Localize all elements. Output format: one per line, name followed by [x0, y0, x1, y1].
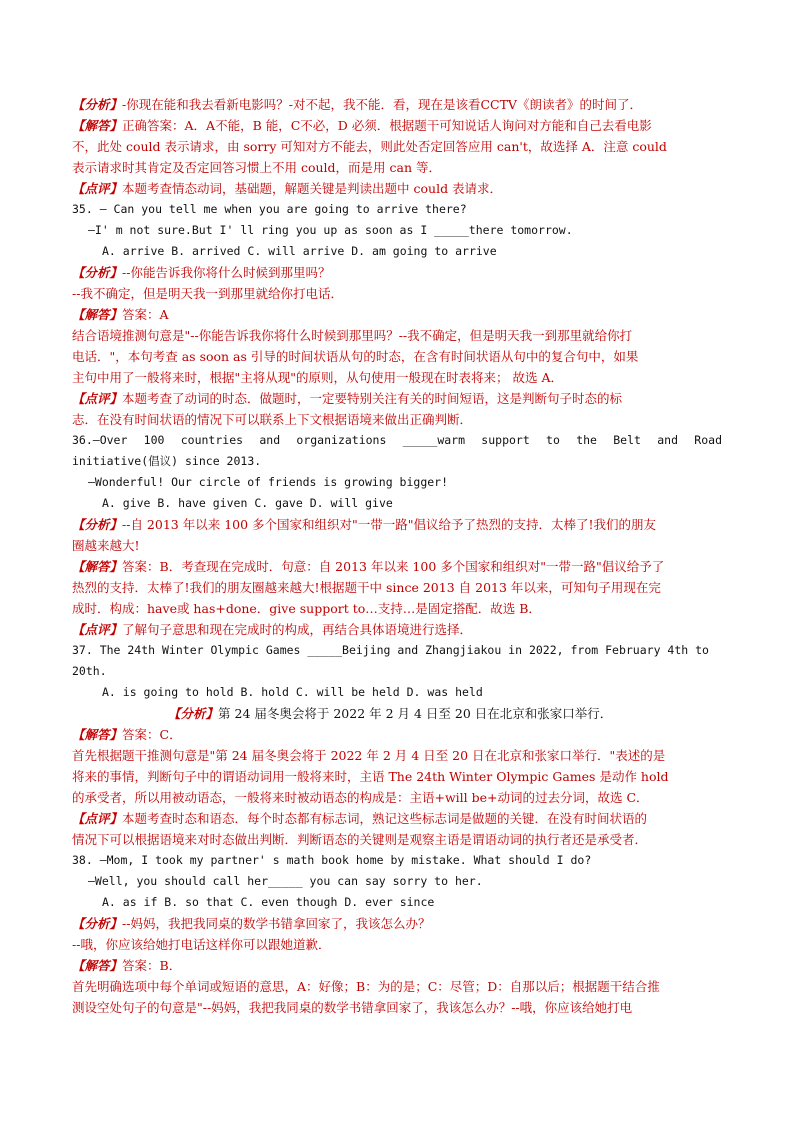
text-line: [72, 934, 722, 955]
text-line: [72, 472, 722, 493]
line-text: A. give B. have given C. gave D. will give: [102, 496, 393, 510]
line-text: 主句中用了一般将来时，根据"主将从现"的原则，从句使用一般现在时表将来； 故选 A．: [72, 370, 563, 385]
line-text: —I' m not sure.But I' ll ring you up as soon as I _____there tomorrow.: [88, 223, 573, 237]
line-text: --哦，你应该给她打电话这样你可以跟她道歉．: [72, 937, 331, 952]
text-line: [72, 619, 722, 640]
line-text: 20th.: [72, 664, 107, 678]
line-text: -你现在能和我去看新电影吗？-对不起，我不能．看，现在是该看CCTV《朗读者》的时间了．: [122, 97, 642, 112]
line-text: 不，此处 could 表示请求，由 sorry 可知对方不能去，则此处否定回答应用 can't，故选择 A．注意 could: [72, 139, 667, 154]
text-line: [72, 325, 722, 346]
section-tag: 【解答】: [72, 958, 123, 973]
line-text: 答案：A: [122, 307, 169, 322]
text-line: [72, 178, 722, 199]
line-text: 答案：C．: [122, 727, 182, 742]
line-text: 首先明确选项中每个单词或短语的意思，A：好像；B：为的是；C：尽管；D：自那以后；根据题干结合推: [72, 979, 660, 994]
section-tag: 【点评】: [72, 811, 123, 826]
text-line: [72, 535, 722, 556]
line-text: A. is going to hold B. hold C. will be held D. was held: [102, 685, 483, 699]
line-text: 结合语境推测句意是"--你能告诉我你将什么时候到那里吗？--我不确定，但是明天我一到那里就给你打: [72, 328, 633, 343]
line-text: 表示请求时其肯定及否定回答习惯上不用 could，而是用 can 等．: [72, 160, 442, 175]
text-line: [72, 976, 722, 997]
text-line: [72, 514, 722, 535]
section-tag: 【解答】: [72, 307, 123, 322]
line-text: 本题考查了动词的时态．做题时，一定要特别关注有关的时间短语，这是判断句子时态的标: [122, 391, 623, 406]
text-line: [72, 745, 722, 766]
text-line: [72, 241, 722, 262]
text-line: [72, 850, 722, 871]
line-text: 电话．"，本句考查 as soon as 引导的时间状语从句的时态，在含有时间状语从句中的复合句中，如果: [72, 349, 639, 364]
text-line: [72, 556, 722, 577]
text-line: [72, 871, 722, 892]
text-line: [72, 787, 722, 808]
line-text: 圈越来越大!: [72, 538, 140, 553]
section-tag: 【分析】: [168, 706, 219, 721]
line-text: 答案：B．考查现在完成时．句意：自 2013 年以来 100 多个国家和组织对"一带一路"倡议给予了: [122, 559, 665, 574]
line-text: 情况下可以根据语境来对时态做出判断．判断语态的关键则是观察主语是谓语动词的执行者还是承受者．: [72, 832, 648, 847]
section-tag: 【分析】: [72, 97, 123, 112]
text-line: [72, 304, 722, 325]
line-text: 测设空处句子的句意是"--妈妈，我把我同桌的数学书错拿回家了，我该怎么办？--哦，你应该给她打电: [72, 1000, 633, 1015]
line-text: --妈妈，我把我同桌的数学书错拿回家了，我该怎么办？: [122, 916, 431, 931]
line-text: 38. —Mom, I took my partner' s math book home by mistake. What should I do?: [72, 853, 592, 867]
text-line: [72, 157, 722, 178]
line-text: 首先根据题干推测句意是"第 24 届冬奥会将于 2022 年 2 月 4 日至 20 日在北京和张家口举行．"表述的是: [72, 748, 666, 763]
text-line: [72, 283, 722, 304]
section-tag: 【解答】: [72, 559, 123, 574]
line-text: A. as if B. so that C. even though D. ever since: [102, 895, 435, 909]
line-text: 第 24 届冬奥会将于 2022 年 2 月 4 日至 20 日在北京和张家口举行．: [218, 706, 613, 721]
line-text: initiative(倡议) since 2013.: [72, 454, 262, 468]
section-tag: 【分析】: [72, 916, 123, 931]
line-text: 了解句子意思和现在完成时的构成，再结合具体语境进行选择．: [122, 622, 473, 637]
text-line: [72, 829, 722, 850]
text-line: [72, 262, 722, 283]
line-text: 的承受者，所以用被动语态，一般将来时被动语态的构成是：主语+will be+动词的过去分词，故选 C．: [72, 790, 649, 805]
text-line: [72, 367, 722, 388]
line-text: 正确答案：A．A不能，B 能，C不必，D 必须．根据题干可知说话人询问对方能和自己去看电影: [122, 118, 652, 133]
section-tag: 【点评】: [72, 391, 123, 406]
text-line: [72, 430, 722, 451]
text-line: [72, 115, 722, 136]
text-line: [72, 955, 722, 976]
line-text: --自 2013 年以来 100 多个国家和组织对"一带一路"倡议给予了热烈的支持．太棒了!我们的朋友: [122, 517, 657, 532]
line-text: 答案：B．: [122, 958, 182, 973]
text-line: [72, 661, 722, 682]
text-line: [72, 220, 722, 241]
text-line: [72, 892, 722, 913]
line-text: --我不确定，但是明天我一到那里就给你打电话．: [72, 286, 343, 301]
text-line: [72, 409, 722, 430]
text-line: [72, 451, 722, 472]
line-text: --你能告诉我你将什么时候到那里吗？: [122, 265, 331, 280]
line-text: 37. The 24th Winter Olympic Games _____Beijing and Zhangjiakou in 2022, from February 4th to: [72, 643, 709, 657]
section-tag: 【解答】: [72, 118, 123, 133]
text-line: [72, 136, 722, 157]
line-text: —Well, you should call her_____ you can say sorry to her.: [88, 874, 483, 888]
section-tag: 【点评】: [72, 181, 123, 196]
text-line: [72, 493, 722, 514]
text-line: [72, 766, 722, 787]
text-line: [72, 94, 722, 115]
line-text: 成时．构成：have或 has+done．give support to…支持…是固定搭配．故选 B．: [72, 601, 541, 616]
line-text: A. arrive B. arrived C. will arrive D. am going to arrive: [102, 244, 497, 258]
line-text: 35. — Can you tell me when you are going to arrive there?: [72, 202, 467, 216]
text-line: [72, 724, 722, 745]
section-tag: 【解答】: [72, 727, 123, 742]
text-line: [72, 703, 722, 724]
line-text: 热烈的支持．太棒了!我们的朋友圈越来越大!根据题干中 since 2013 自 2013 年以来，可知句子用现在完: [72, 580, 661, 595]
line-text: 本题考查时态和语态．每个时态都有标志词，熟记这些标志词是做题的关键．在没有时间状语的: [122, 811, 648, 826]
text-line: [72, 640, 722, 661]
section-tag: 【分析】: [72, 517, 123, 532]
line-text: 志．在没有时间状语的情况下可以联系上下文根据语境来做出正确判断．: [72, 412, 473, 427]
section-tag: 【点评】: [72, 622, 123, 637]
text-line: [72, 997, 722, 1018]
text-line: [72, 682, 722, 703]
text-line: [72, 913, 722, 934]
text-line: [72, 598, 722, 619]
text-line: [72, 577, 722, 598]
document-page: [72, 94, 722, 1018]
text-line: [72, 808, 722, 829]
line-text: 将来的事情，判断句子中的谓语动词用一般将来时，主语 The 24th Winter Olympic Games 是动作 hold: [72, 769, 669, 784]
text-line: [72, 388, 722, 409]
line-text: 36.—Over 100 countries and organizations _____warm support to the Belt and Road: [72, 433, 722, 447]
text-line: [72, 346, 722, 367]
line-text: —Wonderful! Our circle of friends is growing bigger!: [88, 475, 449, 489]
section-tag: 【分析】: [72, 265, 123, 280]
line-text: 本题考查情态动词，基础题，解题关键是判读出题中 could 表请求．: [122, 181, 503, 196]
text-line: [72, 199, 722, 220]
